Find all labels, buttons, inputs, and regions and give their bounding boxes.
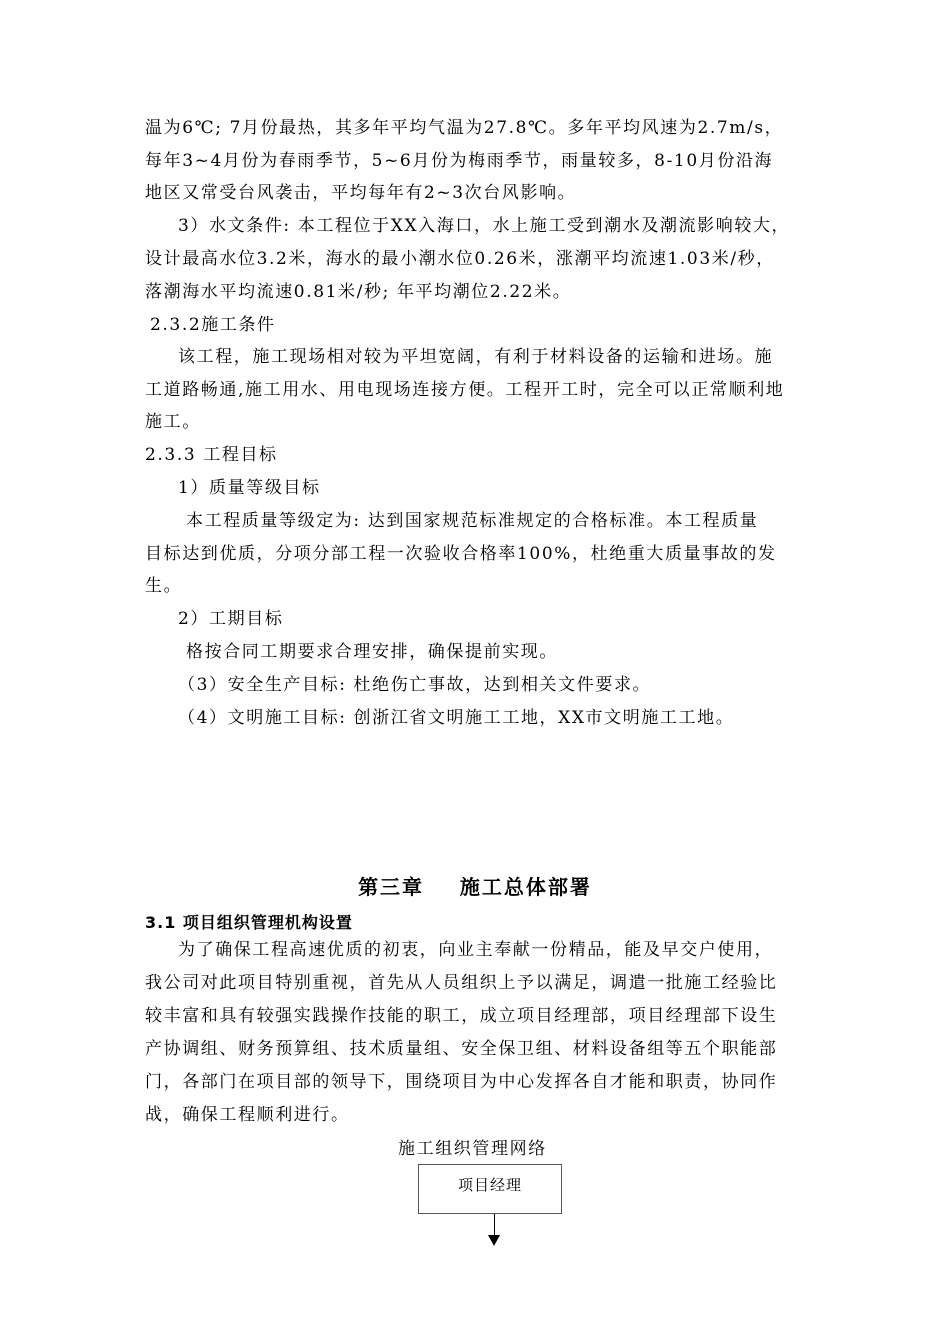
subsection-heading: 2.3.2施工条件 xyxy=(150,315,276,335)
subsection-heading: 2.3.3 工程目标 xyxy=(145,445,278,465)
text-line: 2）工期目标 xyxy=(178,609,284,629)
text-line: 目标达到优质，分项分部工程一次验收合格率100%，杜绝重大质量事故的发 xyxy=(145,544,777,564)
text-line: 3）水文条件: 本工程位于XX入海口，水上施工受到潮水及潮流影响较大， xyxy=(178,216,791,236)
text-line: 该工程，施工现场相对较为平坦宽阔，有利于材料设备的运输和进场。施 xyxy=(178,347,774,367)
text-line: 落潮海水平均流速0.81米/秒; 年平均潮位2.22米。 xyxy=(145,282,572,302)
text-line: （3）安全生产目标: 杜绝伤亡事故，达到相关文件要求。 xyxy=(178,675,652,695)
arrow-down-icon xyxy=(488,1235,500,1246)
text-line: 设计最高水位3.2米，海水的最小潮水位0.26米，涨潮平均流速1.03米/秒， xyxy=(145,249,775,269)
text-line: 生。 xyxy=(145,576,183,596)
chapter-title: 第三章 施工总体部署 xyxy=(358,875,592,899)
text-line: 1）质量等级目标 xyxy=(178,478,321,498)
text-line: 战，确保工程顺利进行。 xyxy=(145,1105,350,1125)
text-line: 为了确保工程高速优质的初衷，向业主奉献一份精品，能及早交户使用， xyxy=(178,940,774,960)
text-line: 工道路畅通,施工用水、用电现场连接方便。工程开工时，完全可以正常顺利地 xyxy=(145,380,785,400)
section-title: 3.1 项目组织管理机构设置 xyxy=(145,913,353,932)
text-line: 每年3~4月份为春雨季节，5~6月份为梅雨季节，雨量较多，8-10月份沿海 xyxy=(145,151,774,171)
text-line: 产协调组、财务预算组、技术质量组、安全保卫组、材料设备组等五个职能部 xyxy=(145,1039,778,1059)
text-line: 施工。 xyxy=(145,412,201,432)
text-line: 地区又常受台风袭击，平均每年有2~3次台风影响。 xyxy=(145,183,577,203)
text-line: 我公司对此项目特别重视，首先从人员组织上予以满足，调遣一批施工经验比 xyxy=(145,973,778,993)
text-line: 格按合同工期要求合理安排，确保提前实现。 xyxy=(186,642,558,662)
diagram-title: 施工组织管理网络 xyxy=(398,1139,547,1159)
text-line: 门，各部门在项目部的领导下，围绕项目为中心发挥各自才能和职责，协同作 xyxy=(145,1072,778,1092)
text-line: 本工程质量等级定为: 达到国家规范标准规定的合格标准。本工程质量 xyxy=(186,511,759,531)
text-line: 较丰富和具有较强实践操作技能的职工，成立项目经理部，项目经理部下设生 xyxy=(145,1006,778,1026)
text-line: （4）文明施工目标: 创浙江省文明施工工地，XX市文明施工工地。 xyxy=(178,708,735,728)
org-node-project-manager: 项目经理 xyxy=(418,1164,562,1214)
text-line: 温为6℃; 7月份最热，其多年平均气温为27.8℃。多年平均风速为2.7m/s， xyxy=(145,118,784,138)
